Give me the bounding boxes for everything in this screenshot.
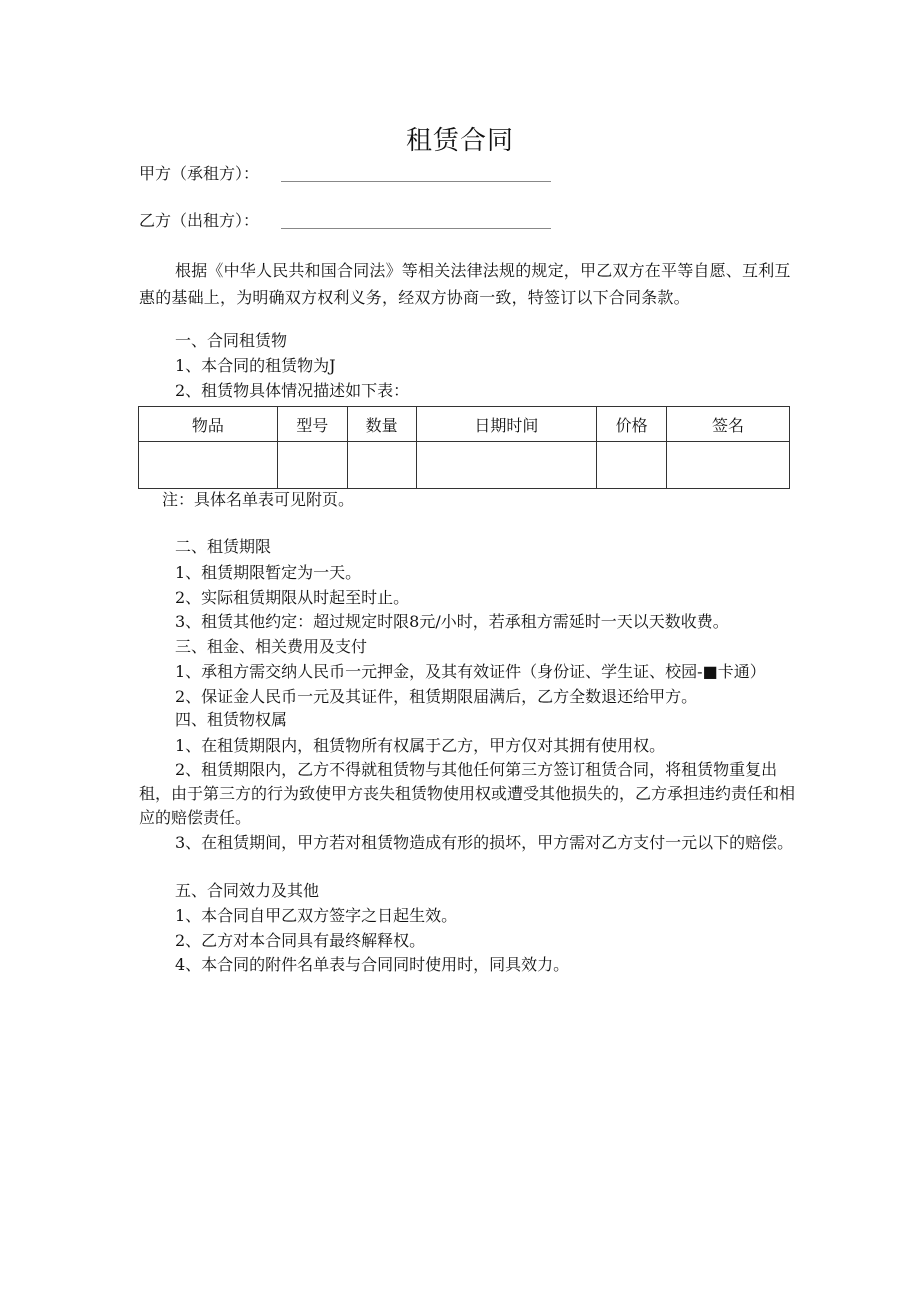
section-5-item-1: 1、本合同自甲乙双方签字之日起生效。 — [175, 906, 458, 925]
section-3-item-2: 2、保证金人民币一元及其证件，租赁期限届满后，乙方全数退还给甲方。 — [175, 687, 698, 706]
party-b-label: 乙方（出租方）： — [139, 211, 260, 230]
table-cell — [416, 442, 597, 489]
party-a-label: 甲方（承租方）： — [139, 164, 260, 183]
goods-table — [138, 406, 790, 489]
table-header-cell: 签名 — [667, 407, 790, 442]
section-3-heading: 三、租金、相关费用及支付 — [175, 637, 368, 656]
section-1-item-1: 1、本合同的租赁物为J — [175, 356, 336, 375]
section-4-item-1: 1、在租赁期限内，租赁物所有权属于乙方，甲方仅对其拥有使用权。 — [175, 736, 666, 755]
section-2-item-2: 2、实际租赁期限从时起至时止。 — [175, 588, 410, 607]
section-1-heading: 一、合同租赁物 — [175, 331, 288, 350]
section-3-item-1: 1、承租方需交纳人民币一元押金，及其有效证件（身份证、学生证、校园-■卡通） — [175, 662, 766, 681]
table-cell — [139, 442, 278, 489]
section-5-item-4: 4、本合同的附件名单表与合同同时使用时，同具效力。 — [175, 955, 570, 974]
document-title: 租赁合同 — [405, 126, 514, 156]
table-header-cell: 日期时间 — [416, 407, 597, 442]
table-cell — [347, 442, 416, 489]
section-5-item-2: 2、乙方对本合同具有最终解释权。 — [175, 931, 426, 950]
section-4-item-2: 2、租赁期限内，乙方不得就租赁物与其他任何第三方签订租赁合同，将租赁物重复出租，由于第三方的行为致使甲方丧失租赁物使用权或遭受其他损失的，乙方承担违约责任和相应的赔偿责任。 — [139, 760, 796, 827]
party-b-blank-line — [281, 228, 551, 229]
table-header-cell: 数量 — [347, 407, 416, 442]
table-header-cell: 价格 — [597, 407, 667, 442]
intro-paragraph: 根据《中华人民共和国合同法》等相关法律法规的规定，甲乙双方在平等自愿、互利互惠的基础上，为明确双方权利义务，经双方协商一致，特签订以下合同条款。 — [139, 261, 791, 307]
party-a-blank-line — [281, 181, 551, 182]
table-header-row — [139, 407, 790, 442]
section-2-item-1: 1、租赁期限暂定为一天。 — [175, 563, 362, 582]
table-header-cell: 物品 — [139, 407, 278, 442]
section-1-item-2: 2、租赁物具体情况描述如下表： — [175, 381, 410, 400]
section-4-heading: 四、租赁物权属 — [175, 710, 288, 729]
table-note: 注：具体名单表可见附页。 — [162, 490, 355, 509]
section-2-item-3: 3、租赁其他约定：超过规定时限8元/小时，若承租方需延时一天以天数收费。 — [175, 612, 729, 631]
section-4-item-3: 3、在租赁期间，甲方若对租赁物造成有形的损坏，甲方需对乙方支付一元以下的赔偿。 — [175, 833, 794, 852]
section-5-heading: 五、合同效力及其他 — [175, 881, 320, 900]
table-header-cell: 型号 — [277, 407, 347, 442]
table-cell — [667, 442, 790, 489]
table-cell — [597, 442, 667, 489]
table-row — [139, 442, 790, 489]
section-2-heading: 二、租赁期限 — [175, 537, 272, 556]
table-cell — [277, 442, 347, 489]
